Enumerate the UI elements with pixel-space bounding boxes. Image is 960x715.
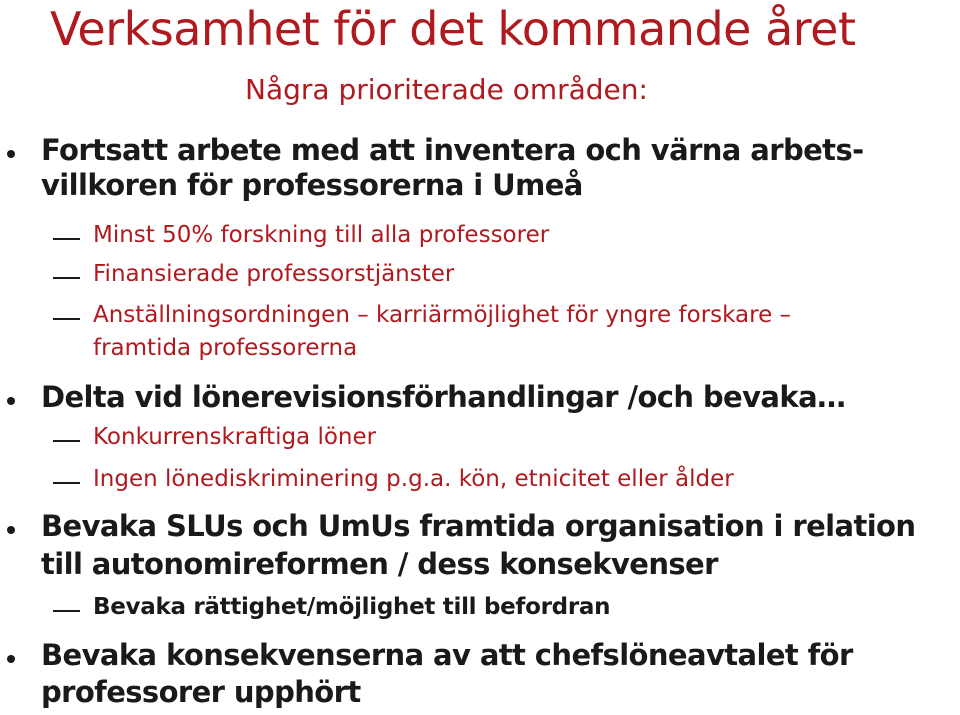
bullet-dot-icon xyxy=(7,150,15,158)
sub-item-text: framtida professorerna xyxy=(93,335,358,361)
bullet-text-line: Bevaka SLUs och UmUs framtida organisation i relation xyxy=(41,509,916,543)
bullet-text-line: professorer upphört xyxy=(41,675,361,709)
dash-icon xyxy=(53,610,80,612)
bullet-dot-icon xyxy=(7,526,15,534)
dash-icon xyxy=(53,277,80,279)
dash-icon xyxy=(53,318,80,320)
bullet-text-line: Fortsatt arbete med att inventera och värna arbets- xyxy=(41,133,864,167)
sub-item-text: Anställningsordningen – karriärmöjlighet för yngre forskare – xyxy=(93,302,792,328)
dash-icon xyxy=(53,440,80,442)
sub-item-text: Ingen lönediskriminering p.g.a. kön, etnicitet eller ålder xyxy=(93,466,734,492)
dash-icon xyxy=(53,238,80,240)
sub-item-text: Bevaka rättighet/möjlighet till befordran xyxy=(93,594,611,620)
bullet-dot-icon xyxy=(7,397,15,405)
bullet-text-line: Delta vid lönerevisionsförhandlingar /och bevaka… xyxy=(41,380,846,414)
sub-item-text: Minst 50% forskning till alla professorer xyxy=(93,222,550,248)
dash-icon xyxy=(53,482,80,484)
bullet-text-line: villkoren för professorerna i Umeå xyxy=(41,168,583,202)
slide-subtitle: Några prioriterade områden: xyxy=(245,73,648,106)
bullet-dot-icon xyxy=(7,655,15,663)
bullet-text-line: Bevaka konsekvenserna av att chefslöneavtalet för xyxy=(41,638,853,672)
bullet-text-line: till autonomireformen / dess konsekvenser xyxy=(41,547,718,581)
slide-title: Verksamhet för det kommande året xyxy=(50,2,856,56)
sub-item-text: Konkurrenskraftiga löner xyxy=(93,424,377,450)
sub-item-text: Finansierade professorstjänster xyxy=(93,261,455,287)
